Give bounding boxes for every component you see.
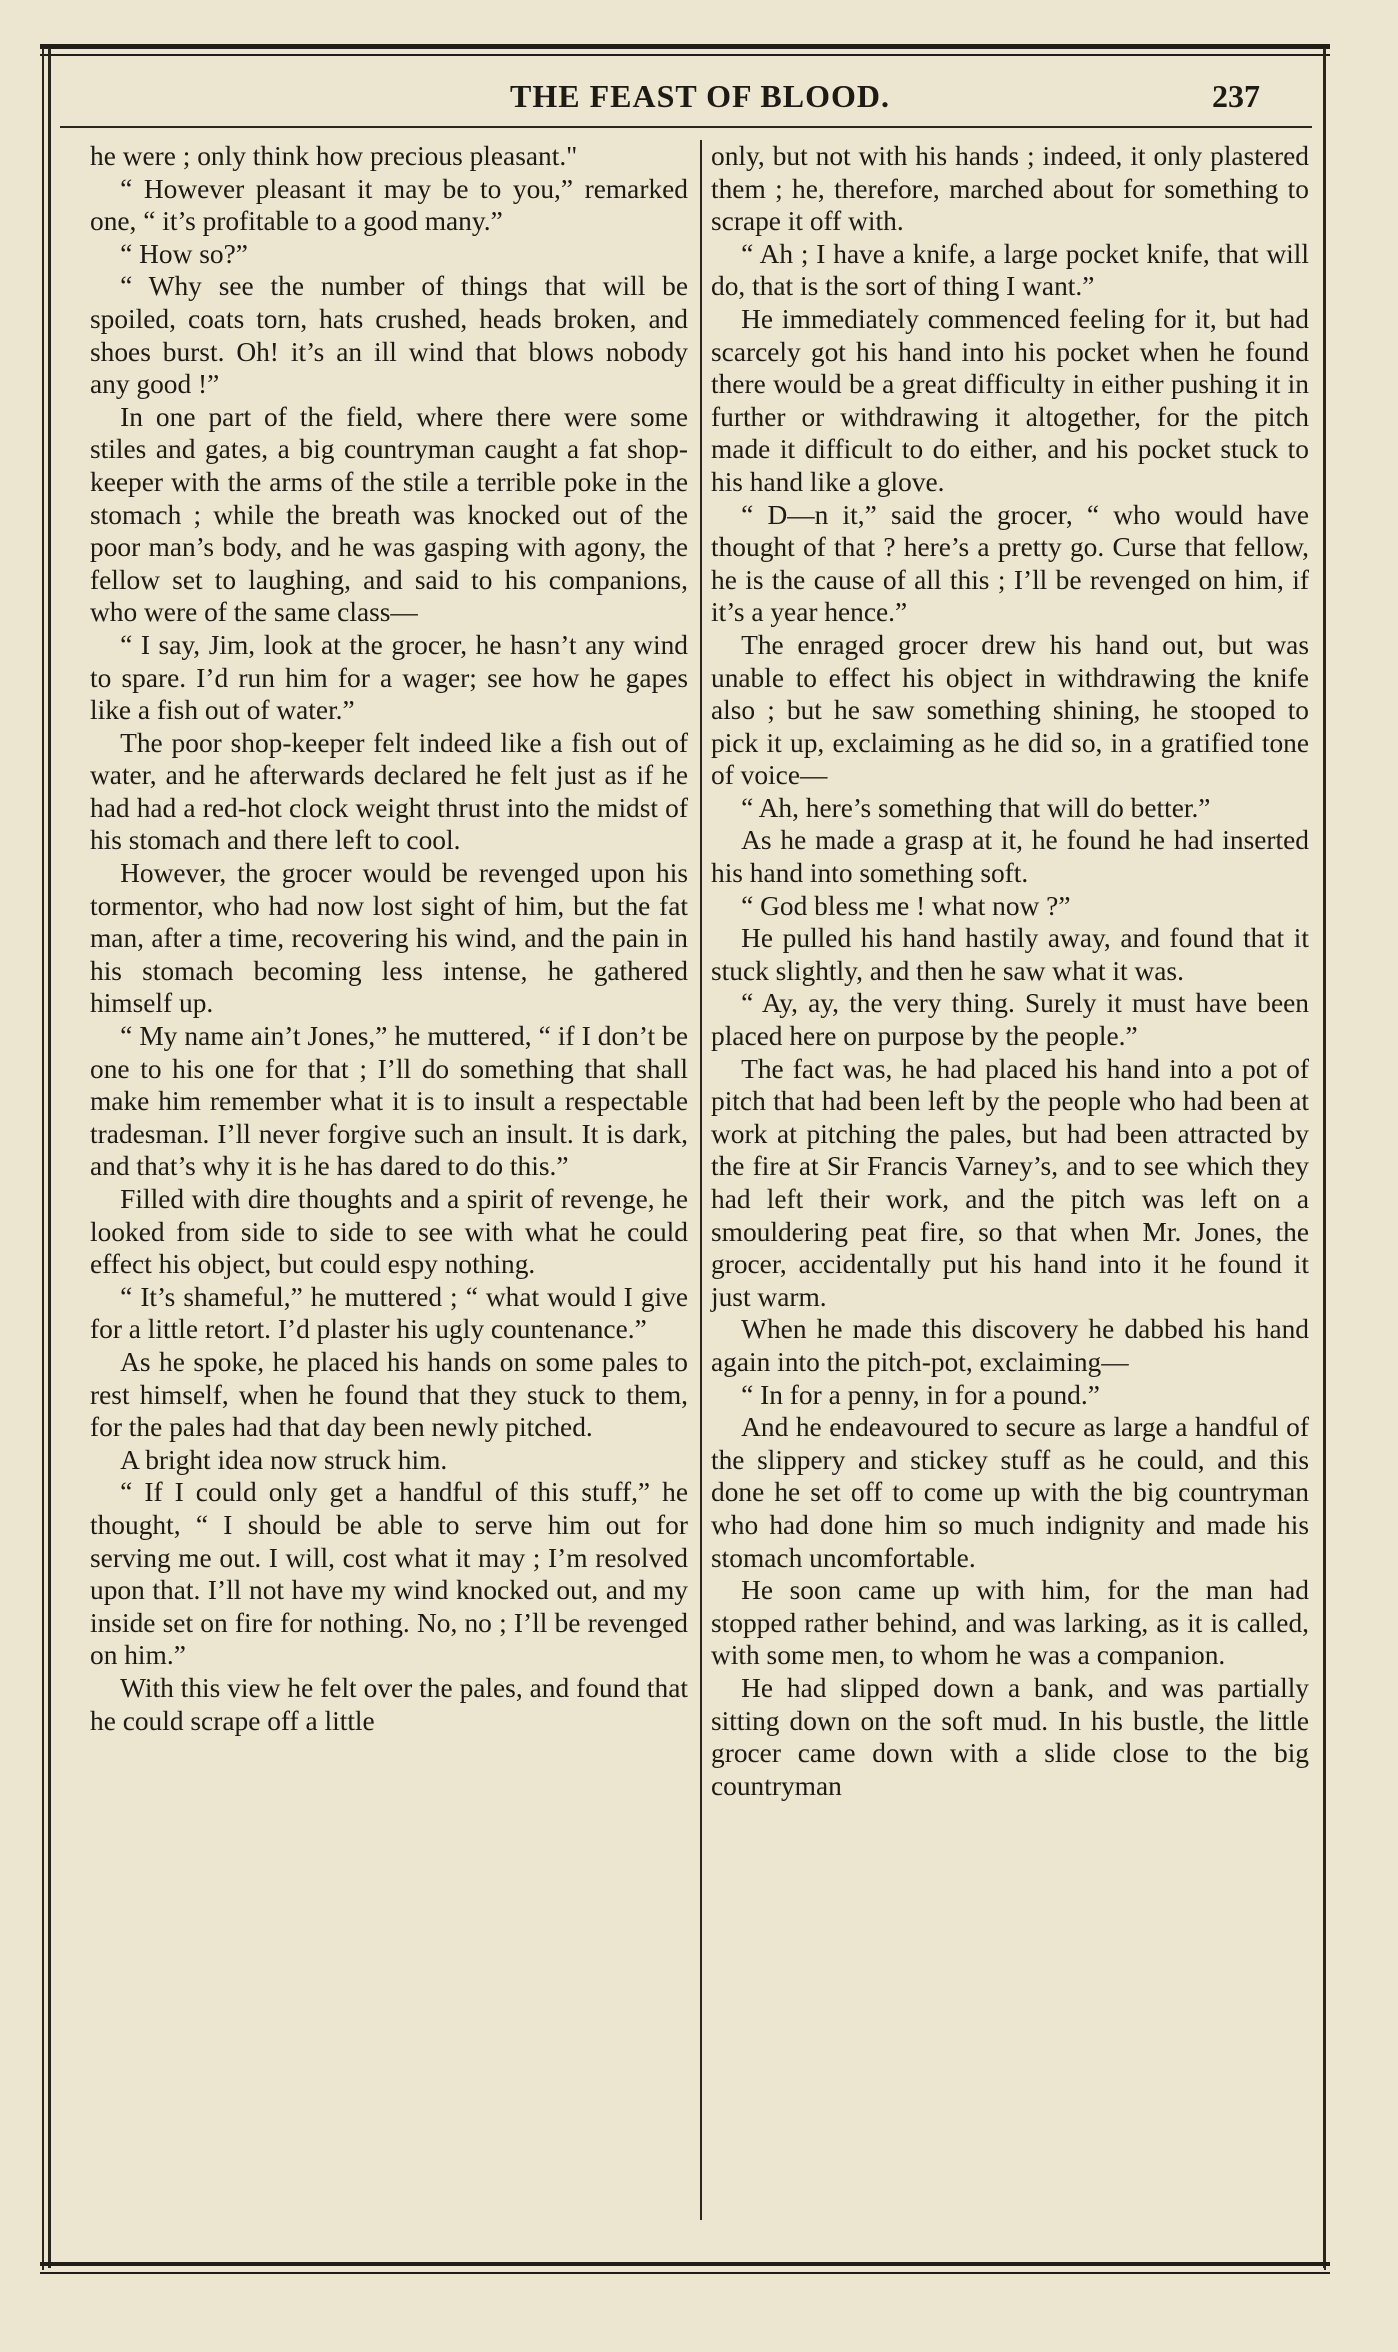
paragraph: He had slipped down a bank, and was partially sitting down on the soft mud. In his bustle, the little grocer came down with a slide close to the big countryman xyxy=(711,1672,1309,1801)
paragraph: “ If I could only get a handful of this stuff,” he thought, “ I should be able to serve him out for serving me out. I will, cost what it may ; I’m resolved upon that. I’ll not have my wind knocked out, and my inside set on fire for nothing. No, no ; I’ll be revenged on him.” xyxy=(90,1477,688,1671)
paragraph: “ Ah, here’s something that will do better.” xyxy=(741,792,1211,823)
bottom-rule-thin xyxy=(40,2272,1330,2274)
paragraph: He soon came up with him, for the man had stopped rather behind, and was larking, as it is called, with some men, to whom he was a companion. xyxy=(711,1575,1309,1671)
paragraph: “ D—n it,” said the grocer, “ who would have thought of that ? here’s a pretty go. Curse that fellow, he is the cause of all this ; I’ll be revenged on him, if it’s a year hence.” xyxy=(711,499,1309,628)
paragraph: he were ; only think how precious pleasant." xyxy=(90,141,578,171)
running-title: THE FEAST OF BLOOD. xyxy=(510,78,890,114)
paragraph: “ It’s shameful,” he muttered ; “ what would I give for a little retort. I’d plaster his ugly countenance.” xyxy=(90,1281,688,1345)
paragraph: “ Ah ; I have a knife, a large pocket knife, that will do, that is the sort of thing I want.” xyxy=(711,238,1309,302)
right-column xyxy=(711,140,1309,1802)
paragraph: With this view he felt over the pales, and found that he could scrape off a little xyxy=(90,1672,688,1736)
paragraph: However, the grocer would be revenged upon his tormentor, who had now lost sight of him, but the fat man, after a time, recovering his wind, and the pain in his stomach becoming less intense, he gathered himself up. xyxy=(90,858,688,1019)
paragraph: When he made this discovery he dabbed his hand again into the pitch-pot, exclaiming— xyxy=(711,1314,1309,1377)
paragraph: He immediately commenced feeling for it, but had scarcely got his hand into his pocket when he found there would be a great difficulty in either pushing it in further or withdrawing it altogether, for the pitch made it difficult to do either, and his pocket stuck to his hand like a glove. xyxy=(711,303,1309,497)
bottom-rule xyxy=(40,2262,1330,2266)
page-number: 237 xyxy=(1212,78,1260,114)
paragraph: “ My name ain’t Jones,” he muttered, “ if I don’t be one to his one for that ; I’ll do something that shall make him remember what it is to insult a respectable tradesman. I’ll never forgive such an insult. It is dark, and that’s why it is he has dared to do this.” xyxy=(90,1021,688,1182)
paragraph: “ How so?” xyxy=(120,238,248,269)
paragraph: The enraged grocer drew his hand out, but was unable to effect his object in withdrawing the knife also ; but he saw something shining, he stooped to pick it up, exclaiming as he did so, in a gratified tone of voice— xyxy=(711,629,1309,791)
column-divider xyxy=(700,140,702,2220)
header-rule xyxy=(60,126,1312,128)
paragraph: “ Ay, ay, the very thing. Surely it must have been placed here on purpose by the people.” xyxy=(711,988,1309,1052)
left-border xyxy=(42,48,44,2270)
paragraph: “ God bless me ! what now ?” xyxy=(741,890,1071,921)
paragraph: “ In for a penny, in for a pound.” xyxy=(741,1379,1100,1410)
paragraph: And he endeavoured to secure as large a handful of the slippery and stickey stuff as he could, and this done he set off to come up with the big countryman who had done him so much indignity and made his stomach uncomfortable. xyxy=(711,1412,1309,1573)
paragraph: only, but not with his hands ; indeed, it only plastered them ; he, therefore, marched about for something to scrape it off with. xyxy=(711,141,1309,237)
paragraph: In one part of the field, where there were some stiles and gates, a big countryman caught a fat shop-keeper with the arms of the stile a terrible poke in the stomach ; while the breath was knocked out of the poor man’s body, and he was gasping with agony, the fellow set to laughing, and said to his companions, who were of the same class— xyxy=(90,401,688,628)
paragraph: “ However pleasant it may be to you,” remarked one, “ it’s profitable to a good many.” xyxy=(90,173,688,237)
paragraph: As he spoke, he placed his hands on some pales to rest himself, when he found that they stuck to them, for the pales had that day been newly pitched. xyxy=(90,1346,688,1443)
page-header xyxy=(60,70,1260,130)
paragraph: The poor shop-keeper felt indeed like a fish out of water, and he afterwards declared he felt just as if he had had a red-hot clock weight thrust into the midst of his stomach and there left to cool. xyxy=(90,727,688,856)
paragraph: The fact was, he had placed his hand into a pot of pitch that had been left by the people who had been at work at pitching the pales, but had been attracted by the fire at Sir Francis Varney’s, and to see which they had left their work, and the pitch was left on a smouldering peat fire, so that when Mr. Jones, the grocer, accidentally put his hand into it he found it just warm. xyxy=(711,1053,1309,1312)
paragraph: “ Why see the number of things that will be spoiled, coats torn, hats crushed, heads broken, and shoes burst. Oh! it’s an ill wind that blows nobody any good !” xyxy=(90,271,688,400)
left-column xyxy=(90,140,688,1737)
paragraph: As he made a grasp at it, he found he had inserted his hand into something soft. xyxy=(711,825,1309,889)
paragraph: “ I say, Jim, look at the grocer, he hasn’t any wind to spare. I’d run him for a wager; see how he gapes like a fish out of water.” xyxy=(90,629,688,726)
paragraph: He pulled his hand hastily away, and found that it stuck slightly, and then he saw what it was. xyxy=(711,923,1309,986)
paragraph: A bright idea now struck him. xyxy=(120,1444,448,1475)
paragraph: Filled with dire thoughts and a spirit of revenge, he looked from side to side to see with what he could effect his object, but could espy nothing. xyxy=(90,1184,688,1280)
